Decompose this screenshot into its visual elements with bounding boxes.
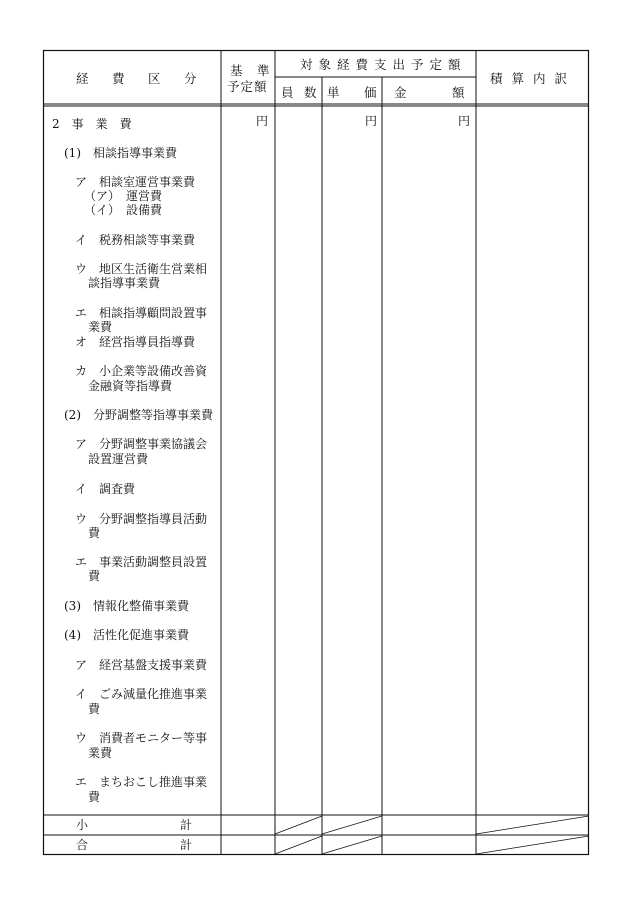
strike-total-count [275, 836, 322, 854]
item-1-consultation: (1) 相談指導事業費 [64, 146, 177, 160]
item-e4-town-line1: エ まちおこし推進事業 [75, 775, 208, 789]
header-col1-char1: 経 [76, 71, 89, 86]
item-i2-survey: イ 調査費 [75, 482, 136, 496]
item-e2-coordinator-line2: 費 [88, 569, 101, 583]
header-col1-char3: 区 [148, 71, 161, 86]
strike-total-price [322, 836, 382, 854]
item-i4-waste-line2: 費 [88, 702, 101, 716]
subtotal-char1: 小 [76, 818, 89, 832]
item-u-district-line1: ウ 地区生活衛生営業相 [75, 262, 208, 276]
item-e2-coordinator-line1: エ 事業活動調整員設置 [75, 555, 208, 569]
strike-total-breakdown [476, 836, 589, 854]
unit-price-yen: 円 [365, 114, 378, 128]
header-base-char1: 基 [230, 63, 243, 78]
unit-amount-yen: 円 [458, 114, 471, 128]
header-group: 対象経費支出予定額 [300, 57, 467, 72]
item-e-advisor-line1: エ 相談指導顧問設置事 [75, 306, 208, 320]
header-col1-char4: 分 [184, 71, 197, 86]
item-ka-finance-line2: 金融資等指導費 [88, 379, 173, 393]
item-i4-waste-line1: イ ごみ減量化推進事業 [75, 687, 208, 701]
header-col1-char2: 費 [112, 71, 125, 86]
header-count-char1: 員 [281, 85, 294, 100]
item-4-activation: (4) 活性化促進事業費 [64, 628, 189, 642]
unit-base-yen: 円 [256, 114, 269, 128]
item-a-ops-cost: （ア） 運営費 [84, 189, 163, 203]
item-u-district-line2: 談指導事業費 [88, 276, 161, 290]
item-u4-monitor-line2: 業費 [88, 746, 113, 760]
item-e4-town-line2: 費 [88, 790, 101, 804]
item-u2-activity-line2: 費 [88, 526, 101, 540]
strike-sub-price [322, 816, 382, 834]
header-count-char2: 数 [304, 85, 317, 100]
subtotal-char2: 計 [180, 818, 193, 832]
header-base-line2: 予定額 [227, 79, 268, 94]
item-u4-monitor-line1: ウ 消費者モニター等事 [75, 731, 208, 745]
item-a2-council-line1: ア 分野調整事業協議会 [75, 437, 208, 451]
item-2-business-cost: 2 事 業 費 [52, 117, 132, 131]
item-i-tax-consult: イ 税務相談等事業費 [75, 233, 196, 247]
strike-sub-breakdown [476, 816, 589, 834]
item-a-room-ops: ア 相談室運営事業費 [75, 175, 196, 189]
header-base-char2: 準 [257, 63, 270, 78]
item-a-equipment-cost: （イ） 設備費 [84, 203, 163, 217]
item-a2-council-line2: 設置運営費 [88, 452, 149, 466]
header-breakdown: 積算内訳 [490, 71, 577, 86]
item-3-info: (3) 情報化整備事業費 [64, 599, 189, 613]
total-char2: 計 [180, 838, 193, 852]
header-amount-char2: 額 [452, 85, 465, 100]
item-u2-activity-line1: ウ 分野調整指導員活動 [75, 512, 208, 526]
item-e-advisor-line2: 業費 [88, 320, 113, 334]
item-o-guidance: オ 経営指導員指導費 [75, 335, 196, 349]
strike-sub-count [275, 816, 322, 834]
item-ka-finance-line1: カ 小企業等設備改善資 [75, 364, 208, 378]
item-2-field-adjust: (2) 分野調整等指導事業費 [64, 408, 213, 422]
header-price-char2: 価 [364, 85, 377, 100]
item-a4-management: ア 経営基盤支援事業費 [75, 658, 208, 672]
header-price-char1: 単 [327, 85, 340, 100]
total-char1: 合 [76, 838, 89, 852]
header-amount-char1: 金 [394, 85, 407, 100]
